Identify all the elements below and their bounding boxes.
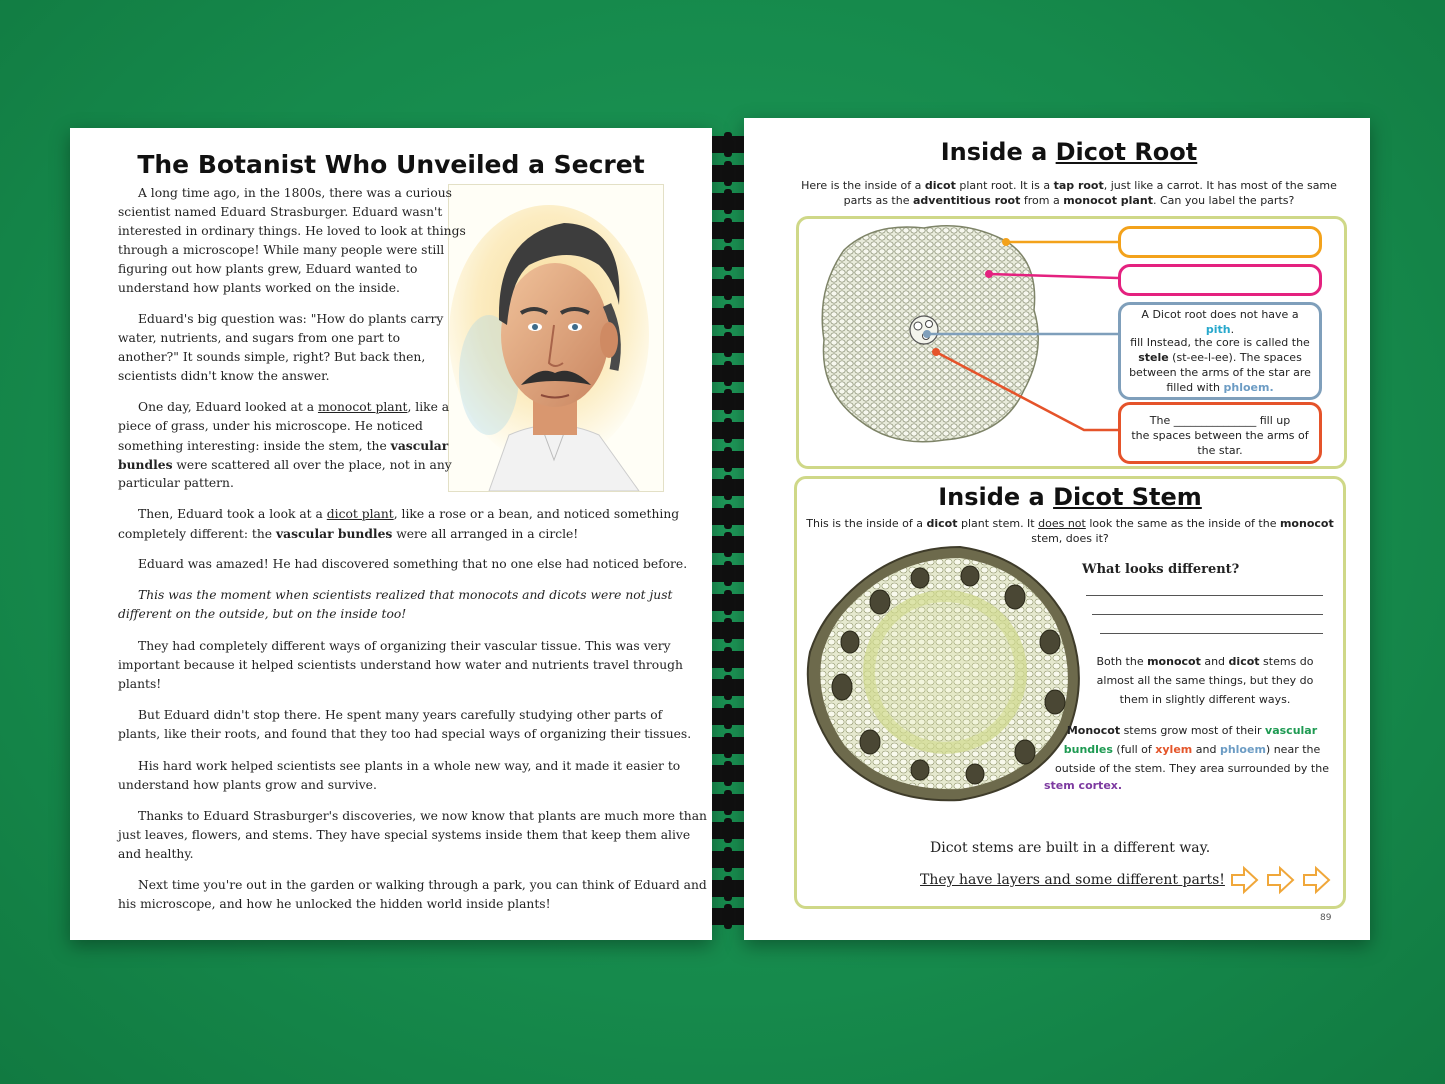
stem-monocot-text: Monocot stems grow most of their vascular bundles (full of xylem and phloem) near the outside of the stem. They area surrounded by the [1055, 724, 1329, 775]
root-label-blank-1[interactable] [1118, 226, 1322, 258]
paragraph-10-line: just leaves, flowers, and stems. They have special systems inside them that keep them alive [118, 828, 691, 842]
paragraph-1-line: interested in ordinary things. He loved to look at things [118, 224, 466, 238]
stem-footer-line-1: Dicot stems are built in a different way. [930, 840, 1211, 856]
paragraph-3-line: something interesting: inside the stem, the vascular [118, 438, 449, 453]
stem-intro: This is the inside of a dicot plant stem. It does not look the same as the inside of the monocot [806, 517, 1334, 530]
pith-line: filled with phloem. [1166, 381, 1274, 394]
paragraph-10: Thanks to Eduard Strasburger's discoveries, we now know that plants are much more than [138, 809, 707, 823]
paragraph-9: His hard work helped scientists see plants in a whole new way, and it made it easier to [138, 759, 681, 773]
paragraph-1-line: scientist named Eduard Strasburger. Eduard wasn't [118, 205, 443, 219]
pith-line: stele (st-ee-l-ee). The spaces [1138, 351, 1302, 364]
paragraph-5: Eduard was amazed! He had discovered something that no one else had noticed before. [138, 557, 688, 571]
stem-both-text: Both the monocot and dicot stems do almost all the same things, but they do them in slightly different ways. [1096, 655, 1314, 706]
stem-question: What looks different? [1082, 562, 1240, 577]
paragraph-2-line: water, nutrients, and sugars from one part to [118, 331, 401, 345]
answer-line-2[interactable] [1092, 614, 1323, 615]
paragraph-6: This was the moment when scientists realized that monocots and dicots were not just [138, 588, 673, 602]
paragraph-3-line: bundles were scattered all over the place, not in any [118, 457, 452, 472]
paragraph-11-line: his microscope, and how he unlocked the hidden world inside plants! [118, 897, 551, 911]
pith-line: A Dicot root does not have a pith. [1141, 308, 1299, 336]
root-intro-line: parts as the adventitious root from a monocot plant. Can you label the parts? [843, 194, 1295, 207]
paragraph-2-line: scientists didn't know the answer. [118, 369, 330, 383]
fill-line: the spaces between the arms of [1131, 429, 1309, 442]
paragraph-11: Next time you're out in the garden or walking through a park, you can think of Eduard and [138, 878, 707, 892]
paragraph-6-line: different on the outside, but on the inside too! [118, 607, 407, 621]
paragraph-1-line: through a microscope! While many people were still [118, 243, 445, 257]
paragraph-1-line: understand how plants worked on the inside. [118, 281, 400, 295]
paragraph-9-line: understand how plants grow and survive. [118, 778, 377, 792]
answer-line-3[interactable] [1100, 633, 1323, 634]
paragraph-2: Eduard's big question was: "How do plants carry [138, 312, 444, 326]
arrow-right-icon [1266, 865, 1296, 895]
paragraph-1: A long time ago, in the 1800s, there was a curious [138, 186, 452, 200]
root-label-blank-2[interactable] [1118, 264, 1322, 296]
arrow-right-icon [1230, 865, 1260, 895]
paragraph-7-line: plants! [118, 677, 162, 691]
answer-line-1[interactable] [1086, 595, 1323, 596]
root-title: Inside a Dicot Root [940, 138, 1198, 166]
next-arrows[interactable] [1230, 865, 1340, 897]
fill-line: the star. [1197, 444, 1243, 457]
paragraph-3-line: particular pattern. [118, 476, 234, 490]
right-page [744, 118, 1370, 940]
root-fill-box[interactable] [1118, 402, 1322, 464]
pith-line: fill Instead, the core is called the [1130, 336, 1310, 349]
paragraph-3: One day, Eduard looked at a monocot plant, like a [138, 400, 450, 414]
paragraph-8-line: plants, like their roots, and found that they too had special ways of organizing their tissues. [118, 727, 692, 741]
paragraph-7-line: important because it helped scientists understand how water and nutrients travel through [118, 658, 683, 672]
page-number: 89 [1320, 913, 1332, 923]
paragraph-4-line: completely different: the vascular bundles were all arranged in a circle! [118, 526, 579, 541]
paragraph-2-line: another?" It sounds simple, right? But back then, [118, 350, 426, 364]
pith-line: between the arms of the star are [1129, 366, 1311, 379]
paragraph-7: They had completely different ways of organizing their vascular tissue. This was very [138, 639, 671, 653]
fill-line: The _______________ fill up [1149, 414, 1291, 427]
stem-title: Inside a Dicot Stem [938, 483, 1202, 511]
paragraph-4: Then, Eduard took a look at a dicot plant, like a rose or a bean, and noticed something [138, 507, 680, 521]
left-page [70, 128, 712, 940]
stem-footer-line-2: They have layers and some different parts! [920, 872, 1225, 888]
stem-intro-line: stem, does it? [1031, 532, 1109, 545]
root-intro: Here is the inside of a dicot plant root. It is a tap root, just like a carrot. It has most of the same [801, 179, 1337, 192]
paragraph-1-line: figuring out how plants grew, Eduard wanted to [118, 262, 418, 276]
paragraph-8: But Eduard didn't stop there. He spent many years carefully studying other parts of [138, 708, 663, 722]
botanist-portrait [448, 184, 664, 492]
paragraph-10-line: and healthy. [118, 847, 194, 861]
page-title: The Botanist Who Unveiled a Secret [137, 150, 645, 179]
paragraph-3-line: piece of grass, under his microscope. He noticed [118, 419, 423, 433]
root-pith-info-box [1118, 302, 1322, 400]
stem-cortex-label: stem cortex. [1044, 779, 1123, 792]
arrow-right-icon [1302, 865, 1332, 895]
